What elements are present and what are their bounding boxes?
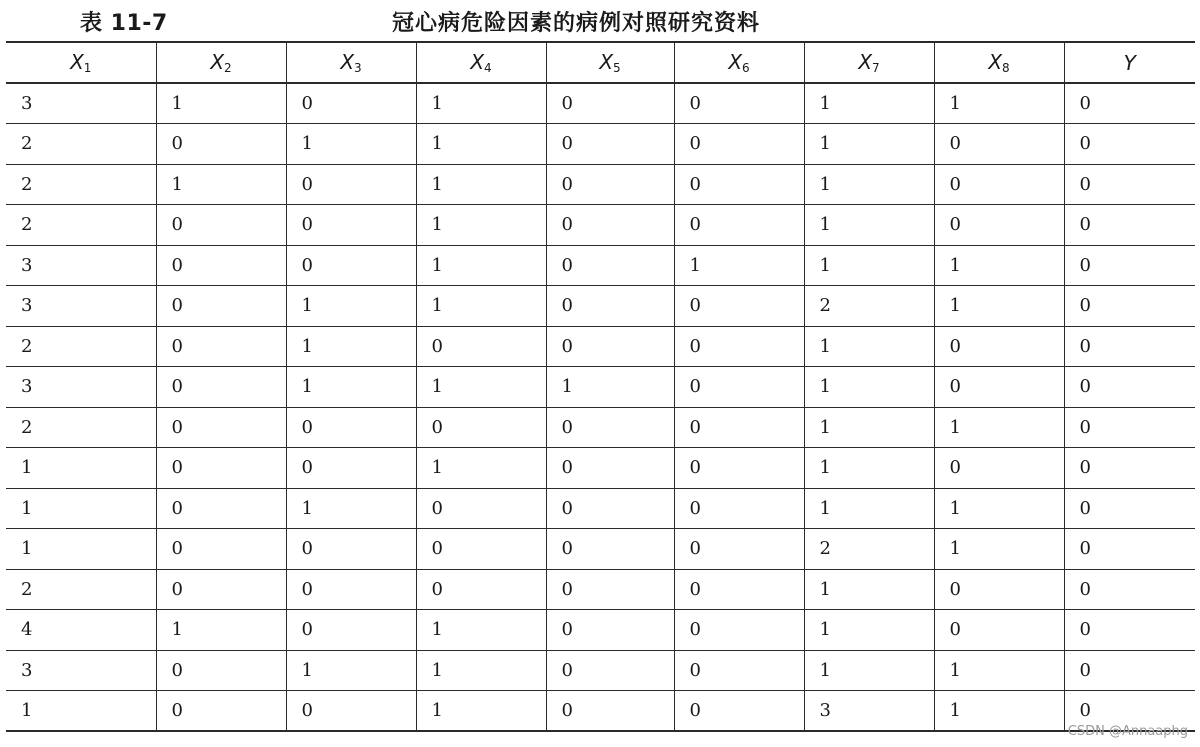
table-cell: 0	[1079, 214, 1091, 236]
table-cell: 2	[6, 407, 156, 448]
table-cell: 0	[546, 83, 674, 124]
table-cell: 0	[546, 691, 674, 732]
table-row	[6, 569, 1195, 610]
table-cell: 0	[1079, 619, 1091, 641]
table-cell: 0	[156, 691, 286, 732]
column-header	[1064, 42, 1195, 83]
column-header-variable: X	[470, 50, 485, 74]
table-row	[6, 407, 1195, 448]
table-cell: 0	[546, 407, 674, 448]
table-cell: 1	[804, 407, 934, 448]
table-cell: 1	[286, 367, 416, 408]
table-cell: 0	[674, 650, 804, 691]
table-cell: 1	[934, 691, 1064, 732]
table-body	[6, 83, 1195, 731]
table-cell: 0	[286, 83, 416, 124]
column-header-subscript: 1	[83, 61, 92, 75]
table-cell: 1	[804, 610, 934, 651]
table-row	[6, 326, 1195, 367]
table-cell: 0	[674, 83, 804, 124]
table-cell: 1	[416, 205, 546, 246]
table-cell: 0	[416, 326, 546, 367]
table-cell: 1	[804, 488, 934, 529]
column-header	[934, 42, 1064, 83]
column-header	[804, 42, 934, 83]
table-cell: 0	[674, 326, 804, 367]
table-cell: 3	[6, 245, 156, 286]
title-bar	[0, 0, 1200, 40]
table-cell: 3	[6, 286, 156, 327]
table-cell: 0	[156, 650, 286, 691]
table-cell: 0	[156, 569, 286, 610]
table-cell: 0	[546, 326, 674, 367]
table-cell: 0	[1079, 173, 1091, 195]
table-cell: 0	[674, 205, 804, 246]
table-cell: 0	[546, 488, 674, 529]
table-row	[6, 83, 1195, 124]
table-cell: 0	[546, 205, 674, 246]
table-row	[6, 691, 1195, 732]
table-cell: 0	[1079, 457, 1091, 479]
table-cell: 0	[1079, 93, 1091, 114]
table-cell: 1	[934, 407, 1064, 448]
table-cell: 0	[934, 448, 1064, 489]
table-row	[6, 488, 1195, 529]
table-row	[6, 367, 1195, 408]
table-cell: 1	[804, 124, 934, 165]
column-header	[286, 42, 416, 83]
table-cell: 0	[286, 205, 416, 246]
table-cell: 1	[416, 286, 546, 327]
table-cell: 1	[6, 488, 156, 529]
table-cell: 0	[286, 569, 416, 610]
table-cell: 0	[156, 286, 286, 327]
table-cell: 1	[804, 326, 934, 367]
table-cell: 0	[1079, 416, 1091, 438]
table-cell: 1	[416, 691, 546, 732]
table-cell: 1	[156, 164, 286, 205]
table-cell: 2	[6, 124, 156, 165]
table-cell: 0	[1079, 700, 1091, 721]
table-cell: 0	[674, 164, 804, 205]
table-cell: 1	[804, 205, 934, 246]
table-cell: 1	[416, 124, 546, 165]
table-cell: 0	[934, 367, 1064, 408]
table-cell: 1	[156, 83, 286, 124]
table-cell: 2	[6, 205, 156, 246]
table-cell: 1	[286, 286, 416, 327]
table-cell: 1	[934, 83, 1064, 124]
column-header-variable: X	[988, 50, 1003, 74]
table-cell: 3	[6, 650, 156, 691]
table-row	[6, 164, 1195, 205]
column-header	[416, 42, 546, 83]
table-cell: 0	[546, 569, 674, 610]
table-cell: 1	[416, 83, 546, 124]
table-cell: 0	[1079, 133, 1091, 155]
column-header-subscript: 6	[742, 61, 750, 75]
table-cell: 0	[546, 650, 674, 691]
table-cell: 0	[546, 529, 674, 570]
column-header	[674, 42, 804, 83]
table-cell: 0	[546, 448, 674, 489]
table-row	[6, 124, 1195, 165]
table-cell: 3	[6, 367, 156, 408]
table-cell: 1	[286, 488, 416, 529]
column-header	[546, 42, 674, 83]
table-cell: 0	[416, 488, 546, 529]
table-cell: 1	[6, 529, 156, 570]
table-cell: 1	[416, 610, 546, 651]
column-header-variable: X	[728, 50, 743, 74]
table-cell: 0	[546, 124, 674, 165]
table-cell: 1	[286, 326, 416, 367]
table-title: 冠心病危险因素的病例对照研究资料	[392, 11, 761, 36]
table-cell: 0	[934, 610, 1064, 651]
column-header-subscript: 4	[484, 61, 492, 75]
table-cell: 0	[674, 488, 804, 529]
table-cell: 0	[934, 205, 1064, 246]
table-cell: 0	[286, 610, 416, 651]
table-cell: 0	[934, 164, 1064, 205]
table-cell: 0	[156, 245, 286, 286]
header-row	[6, 42, 1195, 83]
table-cell: 0	[1079, 295, 1091, 317]
table-cell: 1	[934, 245, 1064, 286]
watermark: CSDN @Annaaphg	[1067, 724, 1188, 739]
table-cell: 3	[6, 83, 156, 124]
table-cell: 2	[6, 326, 156, 367]
table-cell: 1	[804, 245, 934, 286]
table-row	[6, 529, 1195, 570]
column-header-variable: X	[340, 50, 355, 74]
data-table	[6, 41, 1195, 732]
table-cell: 0	[286, 691, 416, 732]
table-cell: 1	[804, 448, 934, 489]
table-cell: 1	[804, 164, 934, 205]
table-cell: 2	[6, 164, 156, 205]
table-cell: 0	[674, 367, 804, 408]
table-cell: 1	[804, 569, 934, 610]
table-row	[6, 286, 1195, 327]
table-cell: 3	[804, 691, 934, 732]
table-cell: 0	[416, 529, 546, 570]
table-cell: 0	[286, 448, 416, 489]
table-cell: 0	[1079, 659, 1091, 681]
table-cell: 0	[674, 610, 804, 651]
table-cell: 0	[674, 448, 804, 489]
table-cell: 2	[804, 529, 934, 570]
table-cell: 0	[416, 569, 546, 610]
table-cell: 0	[156, 407, 286, 448]
table-cell: 0	[546, 610, 674, 651]
column-header-variable: Y	[1123, 50, 1136, 75]
table-cell: 0	[934, 326, 1064, 367]
column-header-variable: X	[599, 50, 614, 74]
table-cell: 0	[1079, 254, 1091, 276]
table-row	[6, 610, 1195, 651]
table-cell: 1	[804, 367, 934, 408]
column-header-subscript: 7	[872, 61, 880, 75]
table-cell: 1	[6, 691, 156, 732]
table-cell: 0	[1079, 578, 1091, 600]
table-cell: 0	[1079, 497, 1091, 519]
column-header-subscript: 2	[224, 61, 232, 75]
table-cell: 0	[156, 326, 286, 367]
table-cell: 0	[156, 488, 286, 529]
table-cell: 1	[416, 164, 546, 205]
table-row	[6, 650, 1195, 691]
table-cell: 0	[546, 245, 674, 286]
table-cell: 0	[674, 691, 804, 732]
table-cell: 1	[416, 650, 546, 691]
table-cell: 2	[804, 286, 934, 327]
table-cell: 0	[286, 407, 416, 448]
table-row	[6, 205, 1195, 246]
table-cell: 0	[416, 407, 546, 448]
table-cell: 1	[416, 245, 546, 286]
table-number: 表 11-7	[80, 11, 168, 36]
table-cell: 0	[286, 164, 416, 205]
column-header	[6, 42, 156, 83]
table-cell: 1	[934, 286, 1064, 327]
table-row	[6, 245, 1195, 286]
table-cell: 0	[1079, 376, 1091, 398]
column-header-variable: X	[70, 50, 84, 74]
table-cell: 0	[1079, 538, 1091, 560]
table-cell: 0	[674, 407, 804, 448]
table-cell: 0	[674, 286, 804, 327]
column-header-subscript: 3	[354, 61, 362, 75]
table-cell: 1	[286, 650, 416, 691]
table-cell: 1	[804, 650, 934, 691]
table-cell: 1	[934, 650, 1064, 691]
column-header-subscript: 5	[613, 61, 621, 75]
table-cell: 1	[286, 124, 416, 165]
table-cell: 1	[674, 245, 804, 286]
table-cell: 1	[6, 448, 156, 489]
column-header-subscript: 8	[1002, 61, 1010, 75]
table-row	[6, 448, 1195, 489]
table-cell: 0	[286, 529, 416, 570]
table-cell: 0	[156, 529, 286, 570]
table-cell: 1	[546, 367, 674, 408]
table-cell: 0	[934, 569, 1064, 610]
table-cell: 1	[934, 488, 1064, 529]
table-cell: 0	[674, 529, 804, 570]
table-cell: 0	[156, 448, 286, 489]
table-cell: 1	[156, 610, 286, 651]
table-cell: 0	[546, 164, 674, 205]
table-cell: 0	[286, 245, 416, 286]
table-cell: 4	[6, 610, 156, 651]
column-header-variable: X	[858, 50, 873, 74]
table-cell: 0	[156, 124, 286, 165]
table-cell: 0	[1079, 335, 1091, 357]
table-cell: 1	[934, 529, 1064, 570]
table-cell: 0	[674, 569, 804, 610]
table-cell: 0	[674, 124, 804, 165]
table-cell: 1	[416, 367, 546, 408]
table-cell: 0	[156, 205, 286, 246]
table-cell: 1	[416, 448, 546, 489]
table-cell: 2	[6, 569, 156, 610]
column-header-variable: X	[210, 50, 225, 74]
column-header	[156, 42, 286, 83]
table-cell: 0	[156, 367, 286, 408]
table-cell: 0	[934, 124, 1064, 165]
table-cell: 0	[546, 286, 674, 327]
table-cell: 1	[804, 83, 934, 124]
